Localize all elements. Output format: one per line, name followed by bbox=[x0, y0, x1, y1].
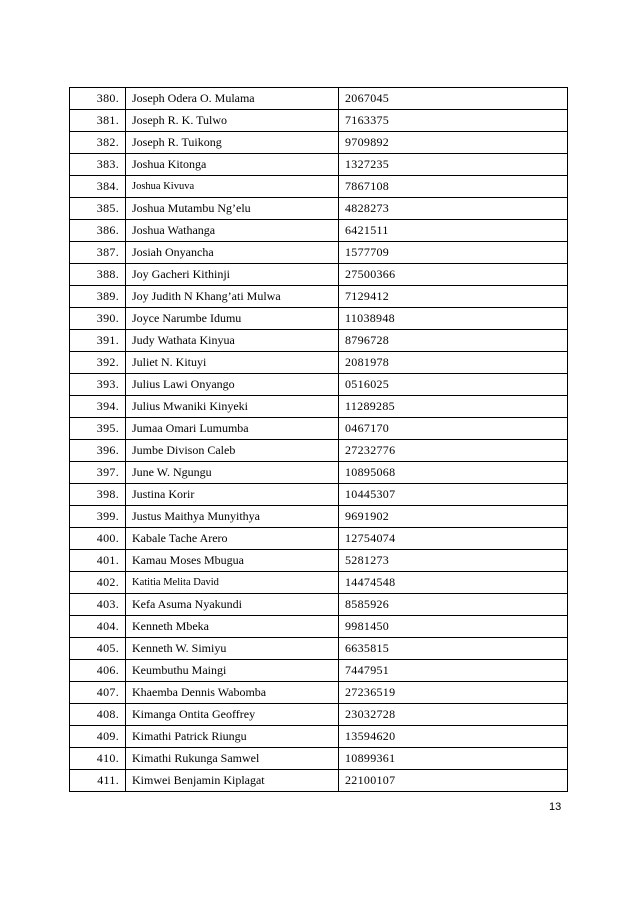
person-name: Judy Wathata Kinyua bbox=[126, 330, 339, 352]
row-number: 389. bbox=[70, 286, 126, 308]
table-row bbox=[70, 726, 568, 748]
person-name: Jumaa Omari Lumumba bbox=[126, 418, 339, 440]
table-row bbox=[70, 418, 568, 440]
page-number: 13 bbox=[549, 801, 562, 813]
person-name: Juliet N. Kituyi bbox=[126, 352, 339, 374]
id-number: 11289285 bbox=[339, 396, 568, 418]
id-number: 6635815 bbox=[339, 638, 568, 660]
id-number: 22100107 bbox=[339, 770, 568, 792]
row-number: 396. bbox=[70, 440, 126, 462]
table-row bbox=[70, 132, 568, 154]
person-name: Kenneth Mbeka bbox=[126, 616, 339, 638]
row-number: 387. bbox=[70, 242, 126, 264]
table-row bbox=[70, 286, 568, 308]
person-name: Joy Judith N Khang’ati Mulwa bbox=[126, 286, 339, 308]
row-number: 395. bbox=[70, 418, 126, 440]
row-number: 393. bbox=[70, 374, 126, 396]
person-name: Kimanga Ontita Geoffrey bbox=[126, 704, 339, 726]
row-number: 407. bbox=[70, 682, 126, 704]
row-number: 406. bbox=[70, 660, 126, 682]
row-number: 388. bbox=[70, 264, 126, 286]
id-number: 14474548 bbox=[339, 572, 568, 594]
table-row bbox=[70, 594, 568, 616]
id-number: 27500366 bbox=[339, 264, 568, 286]
person-name: Joshua Mutambu Ng’elu bbox=[126, 198, 339, 220]
table-row bbox=[70, 704, 568, 726]
person-name: Kenneth W. Simiyu bbox=[126, 638, 339, 660]
table-row bbox=[70, 638, 568, 660]
row-number: 402. bbox=[70, 572, 126, 594]
person-name: Kimathi Patrick Riungu bbox=[126, 726, 339, 748]
table-row bbox=[70, 242, 568, 264]
table-row bbox=[70, 396, 568, 418]
person-name: Josiah Onyancha bbox=[126, 242, 339, 264]
table-row bbox=[70, 770, 568, 792]
id-number: 0467170 bbox=[339, 418, 568, 440]
table-row bbox=[70, 528, 568, 550]
table-row bbox=[70, 682, 568, 704]
table-row bbox=[70, 484, 568, 506]
id-number: 10899361 bbox=[339, 748, 568, 770]
table-row bbox=[70, 330, 568, 352]
person-name: Khaemba Dennis Wabomba bbox=[126, 682, 339, 704]
roster-table bbox=[69, 87, 568, 792]
id-number: 6421511 bbox=[339, 220, 568, 242]
row-number: 408. bbox=[70, 704, 126, 726]
table-row bbox=[70, 154, 568, 176]
row-number: 383. bbox=[70, 154, 126, 176]
person-name: Justus Maithya Munyithya bbox=[126, 506, 339, 528]
person-name: Justina Korir bbox=[126, 484, 339, 506]
id-number: 9709892 bbox=[339, 132, 568, 154]
row-number: 409. bbox=[70, 726, 126, 748]
row-number: 384. bbox=[70, 176, 126, 198]
id-number: 2067045 bbox=[339, 88, 568, 110]
person-name: Joyce Narumbe Idumu bbox=[126, 308, 339, 330]
person-name: Jumbe Divison Caleb bbox=[126, 440, 339, 462]
table-row bbox=[70, 176, 568, 198]
id-number: 0516025 bbox=[339, 374, 568, 396]
row-number: 382. bbox=[70, 132, 126, 154]
table-row bbox=[70, 572, 568, 594]
id-number: 10895068 bbox=[339, 462, 568, 484]
person-name: Kamau Moses Mbugua bbox=[126, 550, 339, 572]
id-number: 5281273 bbox=[339, 550, 568, 572]
row-number: 403. bbox=[70, 594, 126, 616]
row-number: 397. bbox=[70, 462, 126, 484]
person-name: Kimwei Benjamin Kiplagat bbox=[126, 770, 339, 792]
table-row bbox=[70, 440, 568, 462]
table-row bbox=[70, 660, 568, 682]
id-number: 7867108 bbox=[339, 176, 568, 198]
id-number: 23032728 bbox=[339, 704, 568, 726]
row-number: 400. bbox=[70, 528, 126, 550]
table-row bbox=[70, 352, 568, 374]
row-number: 392. bbox=[70, 352, 126, 374]
person-name: Kimathi Rukunga Samwel bbox=[126, 748, 339, 770]
id-number: 9981450 bbox=[339, 616, 568, 638]
id-number: 1327235 bbox=[339, 154, 568, 176]
person-name: Joseph R. Tuikong bbox=[126, 132, 339, 154]
row-number: 405. bbox=[70, 638, 126, 660]
person-name: Joseph Odera O. Mulama bbox=[126, 88, 339, 110]
person-name: Joshua Kitonga bbox=[126, 154, 339, 176]
table-row bbox=[70, 220, 568, 242]
id-number: 10445307 bbox=[339, 484, 568, 506]
table-row bbox=[70, 264, 568, 286]
row-number: 404. bbox=[70, 616, 126, 638]
row-number: 394. bbox=[70, 396, 126, 418]
id-number: 8796728 bbox=[339, 330, 568, 352]
id-number: 12754074 bbox=[339, 528, 568, 550]
row-number: 410. bbox=[70, 748, 126, 770]
row-number: 381. bbox=[70, 110, 126, 132]
row-number: 399. bbox=[70, 506, 126, 528]
row-number: 386. bbox=[70, 220, 126, 242]
person-name: Keumbuthu Maingi bbox=[126, 660, 339, 682]
row-number: 398. bbox=[70, 484, 126, 506]
id-number: 13594620 bbox=[339, 726, 568, 748]
row-number: 391. bbox=[70, 330, 126, 352]
table-row bbox=[70, 506, 568, 528]
table-row bbox=[70, 308, 568, 330]
table-row bbox=[70, 462, 568, 484]
table-row bbox=[70, 550, 568, 572]
roster-table-body bbox=[70, 88, 568, 792]
table-row bbox=[70, 374, 568, 396]
row-number: 401. bbox=[70, 550, 126, 572]
person-name: Joseph R. K. Tulwo bbox=[126, 110, 339, 132]
person-name: Kefa Asuma Nyakundi bbox=[126, 594, 339, 616]
person-name: Katitia Melita David bbox=[126, 572, 339, 594]
person-name: Julius Lawi Onyango bbox=[126, 374, 339, 396]
id-number: 7447951 bbox=[339, 660, 568, 682]
id-number: 8585926 bbox=[339, 594, 568, 616]
person-name: Julius Mwaniki Kinyeki bbox=[126, 396, 339, 418]
table-row bbox=[70, 748, 568, 770]
person-name: Joshua Wathanga bbox=[126, 220, 339, 242]
person-name: June W. Ngungu bbox=[126, 462, 339, 484]
table-row bbox=[70, 616, 568, 638]
id-number: 9691902 bbox=[339, 506, 568, 528]
table-row bbox=[70, 110, 568, 132]
id-number: 11038948 bbox=[339, 308, 568, 330]
table-row bbox=[70, 198, 568, 220]
row-number: 380. bbox=[70, 88, 126, 110]
row-number: 390. bbox=[70, 308, 126, 330]
id-number: 4828273 bbox=[339, 198, 568, 220]
row-number: 385. bbox=[70, 198, 126, 220]
id-number: 7163375 bbox=[339, 110, 568, 132]
id-number: 2081978 bbox=[339, 352, 568, 374]
row-number: 411. bbox=[70, 770, 126, 792]
person-name: Joy Gacheri Kithinji bbox=[126, 264, 339, 286]
person-name: Joshua Kivuva bbox=[126, 176, 339, 198]
table-row bbox=[70, 88, 568, 110]
id-number: 7129412 bbox=[339, 286, 568, 308]
id-number: 1577709 bbox=[339, 242, 568, 264]
id-number: 27232776 bbox=[339, 440, 568, 462]
person-name: Kabale Tache Arero bbox=[126, 528, 339, 550]
id-number: 27236519 bbox=[339, 682, 568, 704]
